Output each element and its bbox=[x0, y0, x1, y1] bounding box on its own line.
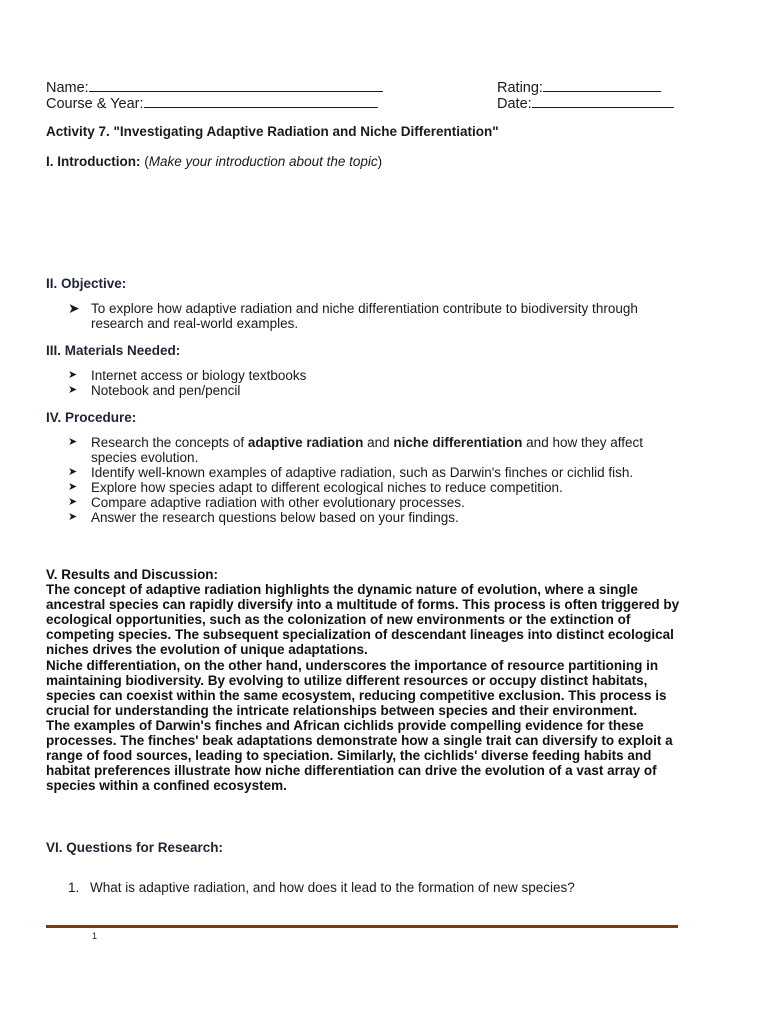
footer-divider bbox=[46, 925, 678, 928]
name-field bbox=[46, 79, 383, 96]
questions-heading: VI. Questions for Research: bbox=[46, 840, 224, 855]
results-paragraph: The concept of adaptive radiation highlights the dynamic nature of evolution, where a single ancestral species can rapidly diversify into a multitude of forms. This process is often triggered by ecological opportunities, such as the colonization of new environments or the extinction of competing species. The subsequent specialization of descendant lineages into distinct ecological niches drives the evolution of unique adaptations. bbox=[46, 582, 680, 658]
objective-list bbox=[68, 301, 688, 331]
list-item: ➤ Identify well-known examples of adaptive radiation, such as Darwin's finches or cichlid fish. bbox=[68, 465, 634, 480]
course-field bbox=[46, 95, 378, 112]
name-blank bbox=[89, 79, 383, 92]
list-item: ➤ Compare adaptive radiation with other evolutionary processes. bbox=[68, 495, 465, 510]
results-heading: V. Results and Discussion: bbox=[46, 567, 219, 582]
rating-blank bbox=[543, 79, 661, 92]
arrow-bullet-icon: ➤ bbox=[68, 300, 80, 316]
list-item: ➤ Research the concepts of adaptive radiation and niche differentiation and how they affect species evolution. bbox=[68, 435, 644, 465]
materials-heading: III. Materials Needed: bbox=[46, 343, 181, 358]
course-label: Course & Year: bbox=[46, 96, 144, 112]
date-field bbox=[497, 95, 674, 112]
arrow-bullet-icon: ➤ bbox=[68, 369, 78, 381]
rating-label: Rating: bbox=[497, 80, 543, 96]
results-paragraph: The examples of Darwin's finches and African cichlids provide compelling evidence for these processes. The finches' beak adaptations demonstrate how a single trait can diversify to exploit a range of food sources, leading to speciation. Similarly, the cichlids' diverse feeding habits and habitat preferences illustrate how niche differentiation can drive the evolution of a vast array of species within a confined ecosystem. bbox=[46, 717, 673, 794]
introduction-line bbox=[46, 154, 382, 169]
list-item: ➤ Internet access or biology textbooks bbox=[68, 368, 307, 383]
objective-heading: II. Objective: bbox=[46, 276, 127, 291]
introduction-note: Make your introduction about the topic bbox=[148, 154, 378, 169]
rating-field bbox=[497, 79, 661, 96]
list-item: ➤ Answer the research questions below based on your findings. bbox=[68, 510, 459, 525]
arrow-bullet-icon: ➤ bbox=[68, 384, 78, 396]
course-blank bbox=[144, 95, 378, 108]
introduction-paren-close: ) bbox=[377, 154, 383, 169]
procedure-list bbox=[68, 435, 688, 525]
arrow-bullet-icon: ➤ bbox=[68, 436, 78, 448]
page-number: 1 bbox=[92, 931, 98, 941]
question-item bbox=[68, 880, 575, 895]
question-text: What is adaptive radiation, and how does it lead to the formation of new species? bbox=[90, 880, 575, 895]
name-label: Name: bbox=[46, 80, 89, 96]
date-label: Date: bbox=[497, 96, 532, 112]
results-paragraph: Niche differentiation, on the other hand, underscores the importance of resource partitioning in maintaining biodiversity. By evolving to utilize different resources or occupy distinct habitats, species can coexist within the same ecosystem, reducing competitive exclusion. This process is crucial for understanding the intricate relationships between species and their environment. bbox=[46, 657, 667, 718]
arrow-bullet-icon: ➤ bbox=[68, 511, 78, 523]
list-item: ➤ To explore how adaptive radiation and niche differentiation contribute to biodiversity through research and real-world examples. bbox=[68, 300, 638, 331]
activity-title: Activity 7. "Investigating Adaptive Radiation and Niche Differentiation" bbox=[46, 124, 499, 139]
list-item: ➤ Notebook and pen/pencil bbox=[68, 383, 241, 398]
question-number: 1. bbox=[68, 880, 80, 895]
date-blank bbox=[532, 95, 674, 108]
arrow-bullet-icon: ➤ bbox=[68, 496, 78, 508]
results-section bbox=[46, 567, 686, 793]
introduction-heading: I. Introduction: bbox=[46, 154, 141, 169]
materials-list bbox=[68, 368, 688, 398]
arrow-bullet-icon: ➤ bbox=[68, 481, 78, 493]
procedure-heading: IV. Procedure: bbox=[46, 410, 137, 425]
list-item: ➤ Explore how species adapt to different ecological niches to reduce competition. bbox=[68, 480, 563, 495]
introduction-paren-open: ( bbox=[140, 154, 149, 169]
arrow-bullet-icon: ➤ bbox=[68, 466, 78, 478]
